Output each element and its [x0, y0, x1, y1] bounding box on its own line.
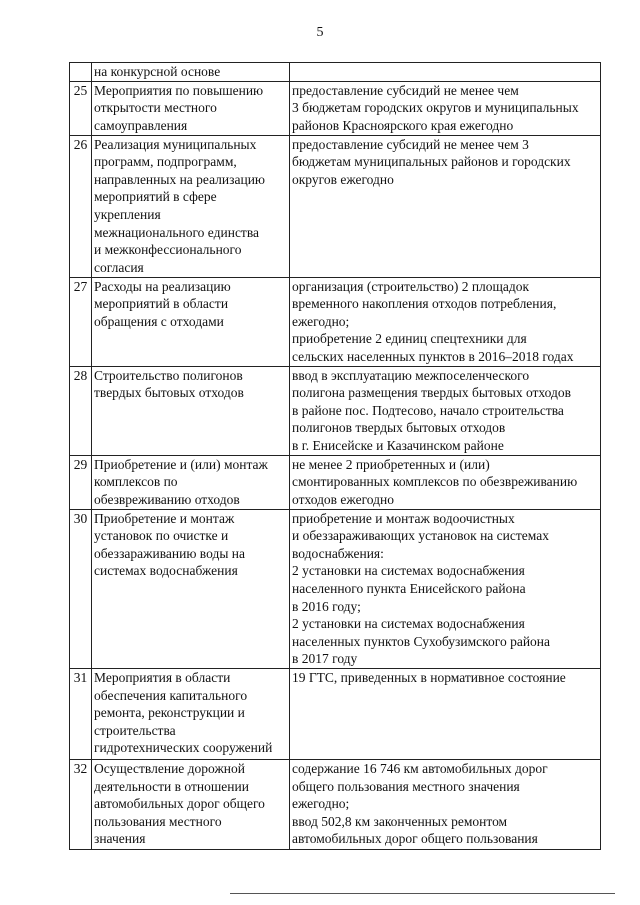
- result-line: не менее 2 приобретенных и (или): [292, 456, 490, 472]
- result-line: 2 установки на системах водоснабжения: [292, 616, 525, 632]
- result-line: предоставление субсидий не менее чем: [292, 82, 519, 98]
- page-number: 5: [316, 25, 324, 40]
- result-line: водоснабжения:: [292, 545, 384, 561]
- activity-line: на конкурсной основе: [94, 64, 221, 79]
- activity-line: строительства: [94, 722, 176, 738]
- table-row: [70, 366, 601, 455]
- row-number: 28: [70, 366, 92, 455]
- activity-line: самоуправления: [94, 117, 188, 133]
- activity-line: комплексов по: [94, 474, 178, 490]
- activity-line: пользования местного: [94, 813, 222, 829]
- activity-line: Мероприятия в области: [94, 669, 231, 685]
- activity-line: ремонта, реконструкции и: [94, 705, 245, 721]
- activity-cell: [92, 277, 290, 366]
- activity-cell: [92, 455, 290, 509]
- activity-cell: [92, 366, 290, 455]
- activity-line: открытости местного: [94, 100, 217, 116]
- result-line: в 2016 году;: [292, 598, 361, 614]
- result-line: округов ежегодно: [292, 171, 394, 187]
- result-line: в районе пос. Подтесово, начало строительства: [292, 402, 564, 418]
- activity-line: Расходы на реализацию: [94, 278, 231, 294]
- activities-table: [69, 62, 601, 850]
- activity-line: гидротехнических сооружений: [94, 740, 273, 756]
- activity-line: межнационального единства: [94, 224, 260, 240]
- row-number: [70, 63, 92, 82]
- table-row: [70, 63, 601, 82]
- result-line: автомобильных дорог общего пользования: [292, 831, 538, 847]
- result-line: и обеззараживающих установок на системах: [292, 528, 549, 544]
- result-cell: [290, 81, 601, 135]
- result-line: организация (строительство) 2 площадок: [292, 278, 530, 294]
- activity-cell: [92, 509, 290, 668]
- result-line: отходов ежегодно: [292, 491, 394, 507]
- result-line: населенных пунктов Сухобузимского района: [292, 633, 551, 649]
- activity-line: Реализация муниципальных: [94, 136, 257, 152]
- table-row: [70, 81, 601, 135]
- result-line: районов Красноярского края ежегодно: [292, 117, 514, 133]
- activity-line: Приобретение и (или) монтаж: [94, 456, 268, 472]
- result-line: полигонов твердых бытовых отходов: [292, 420, 506, 436]
- table-row: [70, 455, 601, 509]
- row-number: 30: [70, 509, 92, 668]
- result-line: смонтированных комплексов по обезвреживанию: [292, 474, 578, 490]
- activity-line: автомобильных дорог общего: [94, 796, 265, 812]
- activity-line: Приобретение и монтаж: [94, 510, 235, 526]
- result-line: 3 бюджетам городских округов и муниципальных: [292, 100, 579, 116]
- result-cell: [290, 668, 601, 759]
- result-line: ввод 502,8 км законченных ремонтом: [292, 813, 508, 829]
- result-line: предоставление субсидий не менее чем 3: [292, 136, 529, 152]
- result-cell: [290, 366, 601, 455]
- activity-line: значения: [94, 831, 146, 847]
- activity-line: программ, подпрограмм,: [94, 154, 237, 170]
- activity-line: обеспечения капитального: [94, 687, 248, 703]
- activity-cell: [92, 135, 290, 277]
- activity-line: обезвреживанию отходов: [94, 491, 240, 507]
- activity-line: и межконфессионального: [94, 242, 242, 258]
- row-number: 31: [70, 668, 92, 759]
- result-line: в г. Енисейске и Казачинском районе: [292, 437, 504, 453]
- row-number: 27: [70, 277, 92, 366]
- row-number: 26: [70, 135, 92, 277]
- result-line: сельских населенных пунктов в 2016–2018 годах: [292, 348, 574, 364]
- result-line: ежегодно;: [292, 313, 350, 329]
- activity-line: установок по очистке и: [94, 528, 229, 544]
- footer-rule: [230, 893, 615, 894]
- result-cell: [290, 277, 601, 366]
- result-line: содержание 16 746 км автомобильных дорог: [292, 760, 548, 776]
- activity-line: Осуществление дорожной: [94, 760, 245, 776]
- result-line: бюджетам муниципальных районов и городских: [292, 154, 571, 170]
- activity-cell: [92, 81, 290, 135]
- activity-line: мероприятий в сфере: [94, 189, 217, 205]
- activity-line: согласия: [94, 259, 144, 275]
- activity-line: твердых бытовых отходов: [94, 385, 244, 401]
- result-line: 2 установки на системах водоснабжения: [292, 563, 525, 579]
- result-cell: [290, 63, 601, 82]
- result-cell: [290, 135, 601, 277]
- result-line: полигона размещения твердых бытовых отходов: [292, 385, 572, 401]
- result-line: ввод в эксплуатацию межпоселенческого: [292, 367, 530, 383]
- result-cell: [290, 509, 601, 668]
- result-cell: [290, 455, 601, 509]
- activity-line: укрепления: [94, 206, 161, 222]
- result-line: приобретение и монтаж водоочистных: [292, 510, 515, 526]
- activity-line: направленных на реализацию: [94, 171, 266, 187]
- activity-line: системах водоснабжения: [94, 563, 238, 579]
- activity-line: обеззараживанию воды на: [94, 545, 245, 561]
- activity-cell: [92, 668, 290, 759]
- activity-line: мероприятий в области: [94, 296, 229, 312]
- row-number: 29: [70, 455, 92, 509]
- result-line: ежегодно;: [292, 796, 350, 812]
- activity-line: обращения с отходами: [94, 313, 224, 329]
- table-row: [70, 668, 601, 759]
- table-row: [70, 759, 601, 849]
- table-row: [70, 277, 601, 366]
- row-number: 25: [70, 81, 92, 135]
- result-line: временного накопления отходов потребления,: [292, 296, 557, 312]
- activity-line: деятельности в отношении: [94, 778, 249, 794]
- result-line: общего пользования местного значения: [292, 778, 520, 794]
- activity-cell: [92, 759, 290, 849]
- result-line: населенного пункта Енисейского района: [292, 580, 526, 596]
- table-row: [70, 509, 601, 668]
- result-cell: [290, 759, 601, 849]
- result-line: 19 ГТС, приведенных в нормативное состояние: [292, 669, 566, 685]
- activity-line: Строительство полигонов: [94, 367, 243, 383]
- result-line: приобретение 2 единиц спецтехники для: [292, 331, 527, 347]
- row-number: 32: [70, 759, 92, 849]
- activity-line: Мероприятия по повышению: [94, 82, 264, 98]
- activity-cell: [92, 63, 290, 82]
- table-row: [70, 135, 601, 277]
- result-line: в 2017 году: [292, 651, 358, 667]
